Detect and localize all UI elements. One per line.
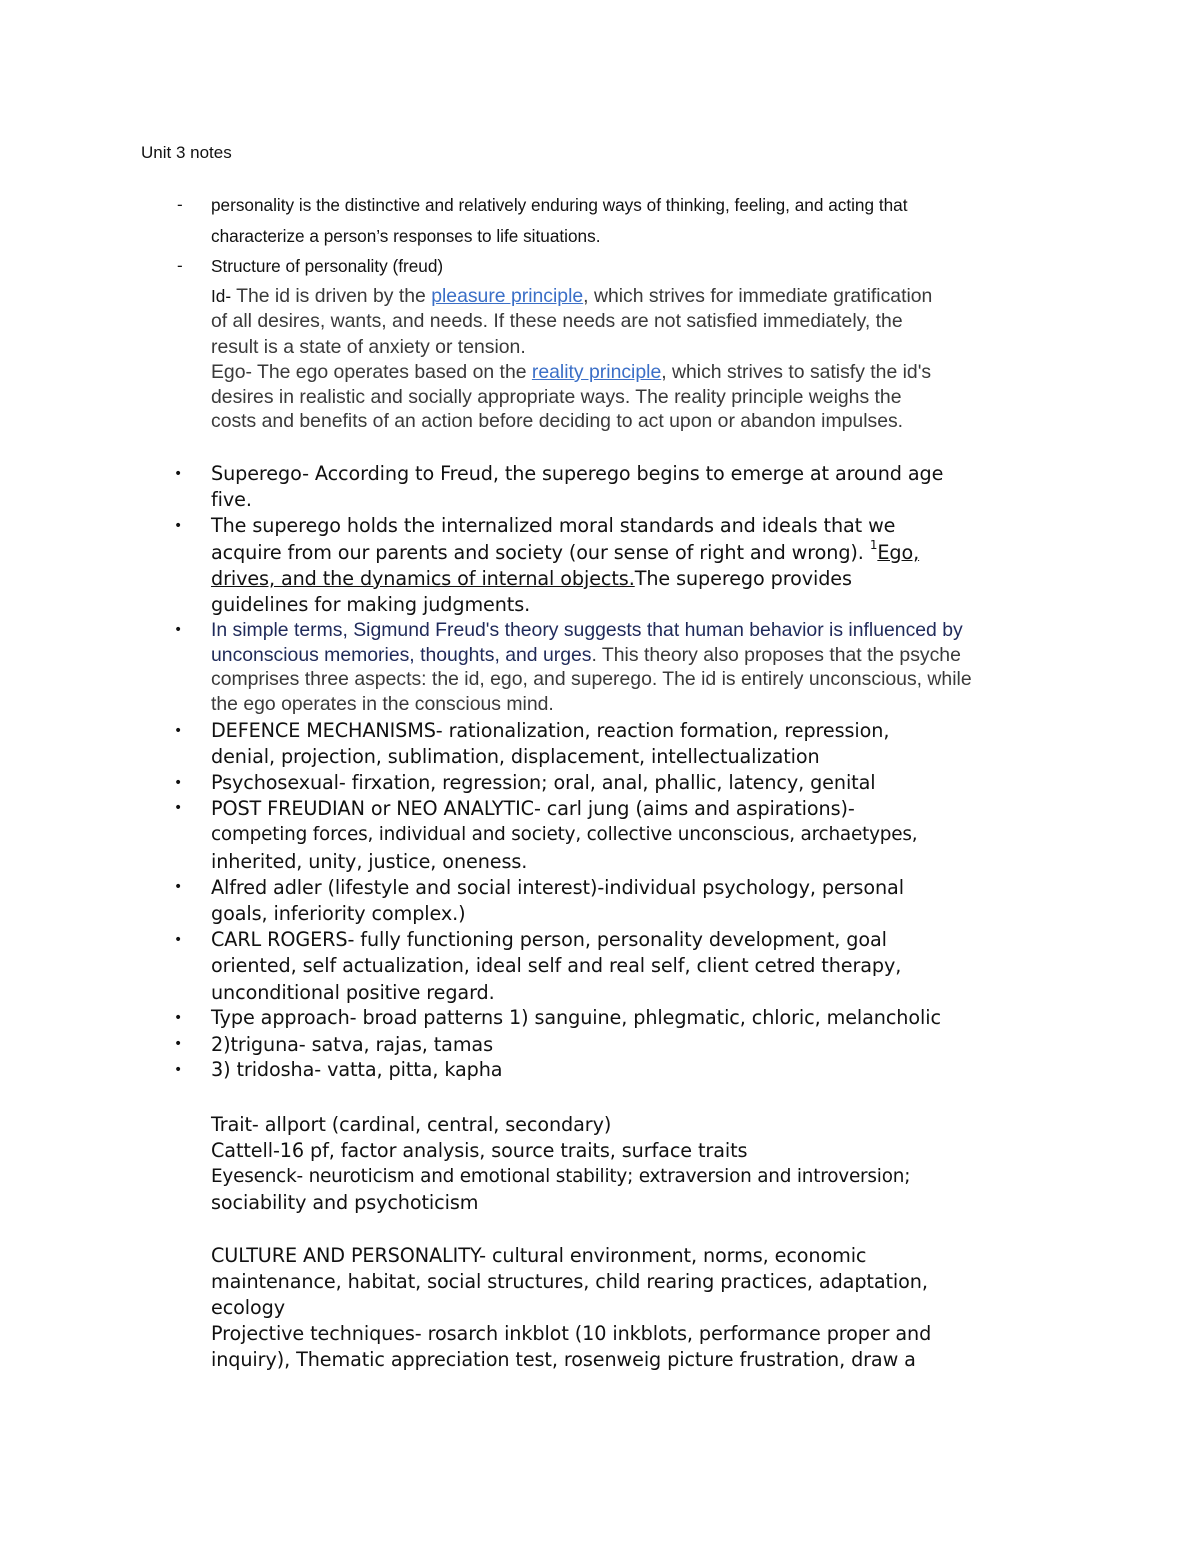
id-text: , which strives for immediate gratification <box>583 285 933 307</box>
id-line-3: result is a state of anxiety or tension. <box>211 336 526 358</box>
culture-line-3: ecology <box>211 1296 285 1319</box>
id-label: Id- <box>211 286 232 306</box>
superego2-text: The superego provides <box>634 567 852 590</box>
post-freudian-line-2: competing forces, individual and society, collective unconscious, archaetypes, <box>211 824 918 845</box>
simple-text: . This theory also proposes that the psyche <box>591 644 961 666</box>
psychosexual-line: Psychosexual- firxation, regression; oral, anal, phallic, latency, genital <box>211 771 876 794</box>
id-line-1 <box>211 285 932 308</box>
bullet-marker: • <box>174 879 183 895</box>
footnote-citation[interactable]: Ego, <box>877 541 920 564</box>
ego-text: , which strives to satisfy the id's <box>661 361 932 383</box>
footnote-ref[interactable]: 1 <box>869 538 878 552</box>
culture-line-4: Projective techniques- rosarch inkblot (10 inkblots, performance proper and <box>211 1322 932 1345</box>
culture-line-2: maintenance, habitat, social structures, child rearing practices, adaptation, <box>211 1270 928 1293</box>
adler-line-1: Alfred adler (lifestyle and social interest)-individual psychology, personal <box>211 876 904 899</box>
simple-line-2 <box>211 644 961 667</box>
superego-line-1: Superego- According to Freud, the superego begins to emerge at around age <box>211 462 944 485</box>
rogers-line-1: CARL ROGERS- fully functioning person, personality development, goal <box>211 928 887 951</box>
culture-line-5: inquiry), Thematic appreciation test, rosenweig picture frustration, draw a <box>211 1348 916 1371</box>
tridosha-line: 3) tridosha- vatta, pitta, kapha <box>211 1058 503 1081</box>
culture-line-1: CULTURE AND PERSONALITY- cultural environment, norms, economic <box>211 1244 867 1267</box>
simple-line-3: comprises three aspects: the id, ego, and superego. The id is entirely unconscious, while <box>211 668 972 690</box>
post-freudian-line-3: inherited, unity, justice, oneness. <box>211 850 528 873</box>
defence-line-1: DEFENCE MECHANISMS- rationalization, reaction formation, repression, <box>211 719 890 742</box>
intro-line-2: characterize a person’s responses to life situations. <box>211 226 601 246</box>
ego-text: Ego- The ego operates based on the <box>211 361 532 383</box>
bullet-marker: • <box>174 932 183 948</box>
ego-line-2: desires in realistic and socially appropriate ways. The reality principle weighs the <box>211 386 902 408</box>
superego2-line-2 <box>211 538 920 564</box>
superego2-line-3 <box>211 567 852 590</box>
triguna-line: 2)triguna- satva, rajas, tamas <box>211 1033 493 1056</box>
footnote-citation[interactable]: drives, and the dynamics of internal objects. <box>211 567 635 590</box>
superego2-line-4: guidelines for making judgments. <box>211 593 531 616</box>
superego2-line-1: The superego holds the internalized moral standards and ideals that we <box>211 514 896 537</box>
simple-highlight: unconscious memories, thoughts, and urges <box>211 644 592 666</box>
bullet-marker: • <box>174 1062 183 1078</box>
id-line-2: of all desires, wants, and needs. If these needs are not satisfied immediately, the <box>211 310 903 332</box>
dash-marker: - <box>177 195 183 214</box>
bullet-marker: • <box>174 1036 183 1052</box>
bullet-marker: • <box>174 622 183 638</box>
rogers-line-2: oriented, self actualization, ideal self and real self, client cetred therapy, <box>211 954 902 977</box>
trait-line-3: Eyesenck- neuroticism and emotional stability; extraversion and introversion; <box>211 1166 911 1187</box>
superego2-text: acquire from our parents and society (our sense of right and wrong). <box>211 541 870 564</box>
bullet-marker: • <box>174 1010 183 1026</box>
structure-heading: Structure of personality (freud) <box>211 256 444 276</box>
dash-marker: - <box>177 256 183 275</box>
page-title: Unit 3 notes <box>141 143 232 162</box>
post-freudian-line-1: POST FREUDIAN or NEO ANALYTIC- carl jung (aims and aspirations)- <box>211 797 855 820</box>
intro-line-1: personality is the distinctive and relatively enduring ways of thinking, feeling, and acting that <box>211 195 908 215</box>
ego-line-3: costs and benefits of an action before deciding to act upon or abandon impulses. <box>211 410 904 432</box>
trait-line-4: sociability and psychoticism <box>211 1191 479 1214</box>
reality-principle-link[interactable]: reality principle <box>531 361 662 383</box>
bullet-marker: • <box>174 775 183 791</box>
rogers-line-3: unconditional positive regard. <box>211 981 495 1004</box>
id-text: The id is driven by the <box>231 285 432 307</box>
simple-line-1: In simple terms, Sigmund Freud's theory suggests that human behavior is influenced by <box>211 619 963 641</box>
type-approach-line: Type approach- broad patterns 1) sanguine, phlegmatic, chloric, melancholic <box>211 1006 941 1029</box>
bullet-marker: • <box>174 723 183 739</box>
bullet-marker: • <box>174 800 183 816</box>
simple-line-4: the ego operates in the conscious mind. <box>211 693 554 715</box>
trait-line-2: Cattell-16 pf, factor analysis, source traits, surface traits <box>211 1139 748 1162</box>
bullet-marker: • <box>174 466 183 482</box>
ego-line-1 <box>211 361 931 384</box>
bullet-marker: • <box>174 518 183 534</box>
superego-line-2: five. <box>211 488 252 511</box>
pleasure-principle-link[interactable]: pleasure principle <box>431 285 584 307</box>
adler-line-2: goals, inferiority complex.) <box>211 902 466 925</box>
defence-line-2: denial, projection, sublimation, displacement, intellectualization <box>211 745 820 768</box>
trait-line-1: Trait- allport (cardinal, central, secondary) <box>211 1113 612 1136</box>
